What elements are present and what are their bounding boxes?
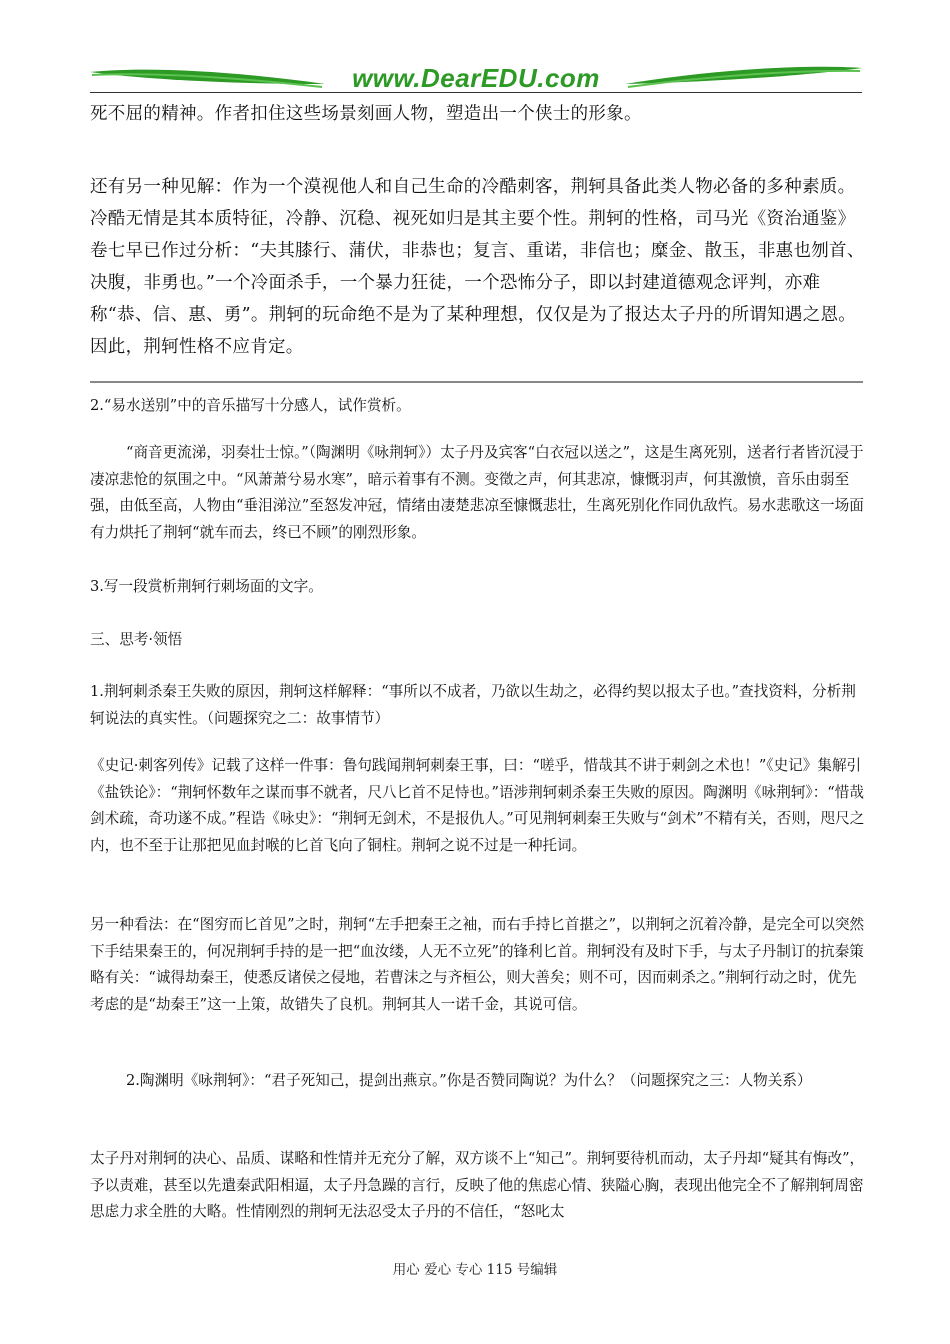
question-text: 3.写一段赏析荆轲行刺场面的文字。 [90,578,323,595]
answer-text: 太子丹对荆轲的决心、品质、谋略和性情并无充分了解，双方谈不上“知己”。荆轲要待机而动，太子丹却“疑其有悔改”，予以责难，甚至以先遣秦武阳相逼，太子丹急躁的言行，反映了他的焦虑心情、狭隘心胸，表现出他完全不了解荆轲周密思虑力求全胜的大略。性情刚烈的荆轲无法忍受太子丹的不信任，“怒叱太 [90,1150,865,1220]
section3-question-1 [90,679,865,732]
question-3 [90,574,865,601]
section3-answer-1a [90,753,865,859]
alternative-view-paragraph [90,171,865,363]
answer-text: 另一种看法：在“图穷而匕首见”之时，荆轲“左手把秦王之袖，而右手持匕首揕之”，以荆轲之沉着冷静，是完全可以突然下手结果秦王的，何况荆轲手持的是一把“血汝缕，人无不立死”的锋利匕首。荆轲没有及时下手，与太子丹制订的抗秦策略有关：“诚得劫秦王，使悉反诸侯之侵地，若曹沫之与齐桓公，则大善矣；则不可，因而刺杀之。”荆轲行动之时，优先考虑的是“劫秦王”这一上策，故错失了良机。荆轲其人一诺千金，其说可信。 [90,916,865,1013]
question-2 [90,393,865,420]
header-divider [90,92,862,93]
section3-question-2 [90,1068,865,1095]
section-title: 三、思考·领悟 [90,631,183,648]
site-banner [90,62,862,96]
paragraph: 死不屈的精神。作者扣住这些场景刻画人物，塑造出一个侠士的形象。 [90,104,642,124]
section3-answer-2 [90,1146,865,1226]
answer-text: “商音更流涕，羽奏壮士惊。”（陶渊明《咏荆轲》）太子丹及宾客“白衣冠以送之”，这是生离死别，送者行者皆沉浸于凄凉悲怆的氛围之中。“风萧萧兮易水寒”，暗示着事有不测。变徵之声，何其悲凉，慷慨羽声，何其激愤，音乐由弱至强，由低至高，人物由“垂泪涕泣”至怒发冲冠，情绪由凄楚悲凉至慷慨悲壮，生离死别化作同仇敌忾。易水悲歌这一场面有力烘托了荆轲“就车而去，终已不顾”的刚烈形象。 [90,444,864,541]
question-text: 2.陶渊明《咏荆轲》：“君子死知己，提剑出燕京。”你是否赞同陶说？为什么？（问题探究之三：人物关系） [126,1072,812,1089]
question-text: 2.“易水送别”中的音乐描写十分感人，试作赏析。 [90,397,411,414]
section3-answer-1b [90,912,865,1018]
site-logo[interactable]: www.DearEDU.com [352,63,600,93]
section-heading [90,627,865,654]
continued-paragraph [90,98,865,130]
section-divider [90,381,863,383]
answer-text: 《史记·刺客列传》记载了这样一件事：鲁句践闻荆轲刺秦王事，曰：“嗟乎，惜哉其不讲于刺剑之术也！”《史记》集解引《盐铁论》：“荆轲怀数年之谋而事不就者，尺八匕首不足恃也。”语涉荆轲刺杀秦王失败的原因。陶渊明《咏荆轲》：“惜哉剑术疏，奇功遂不成。”程诰《咏史》：“荆轲无剑术，不是报仇人。”可见荆轲刺秦王失败与“剑术”不精有关，否则，咫尺之内，也不至于让那把见血封喉的匕首飞向了铜柱。荆轲之说不过是一种托词。 [90,757,865,854]
question-text: 1.荆轲刺杀秦王失败的原因，荆轲这样解释：“事所以不成者，乃欲以生劫之，必得约契以报太子也。”查找资料，分析荆轲说法的真实性。（问题探究之二：故事情节） [90,683,856,727]
page-footer: 用心 爱心 专心 115 号编辑 [392,1262,558,1278]
paragraph: 还有另一种见解：作为一个漠视他人和自己生命的冷酷刺客，荆轲具备此类人物必备的多种素质。冷酷无情是其本质特征，冷静、沉稳、视死如归是其主要个性。荆轲的性格，司马光《资治通鉴》卷七早已作过分析：“夫其膝行、蒲伏，非恭也；复言、重诺，非信也；糜金、散玉，非惠也刎首、决腹，非勇也。”一个冷面杀手，一个暴力狂徒，一个恐怖分子，即以封建道德观念评判，亦难称“恭、信、惠、勇”。荆轲的玩命绝不是为了某种理想，仅仅是为了报达太子丹的所谓知遇之恩。因此，荆轲性格不应肯定。 [90,177,865,357]
answer-2 [90,440,865,546]
